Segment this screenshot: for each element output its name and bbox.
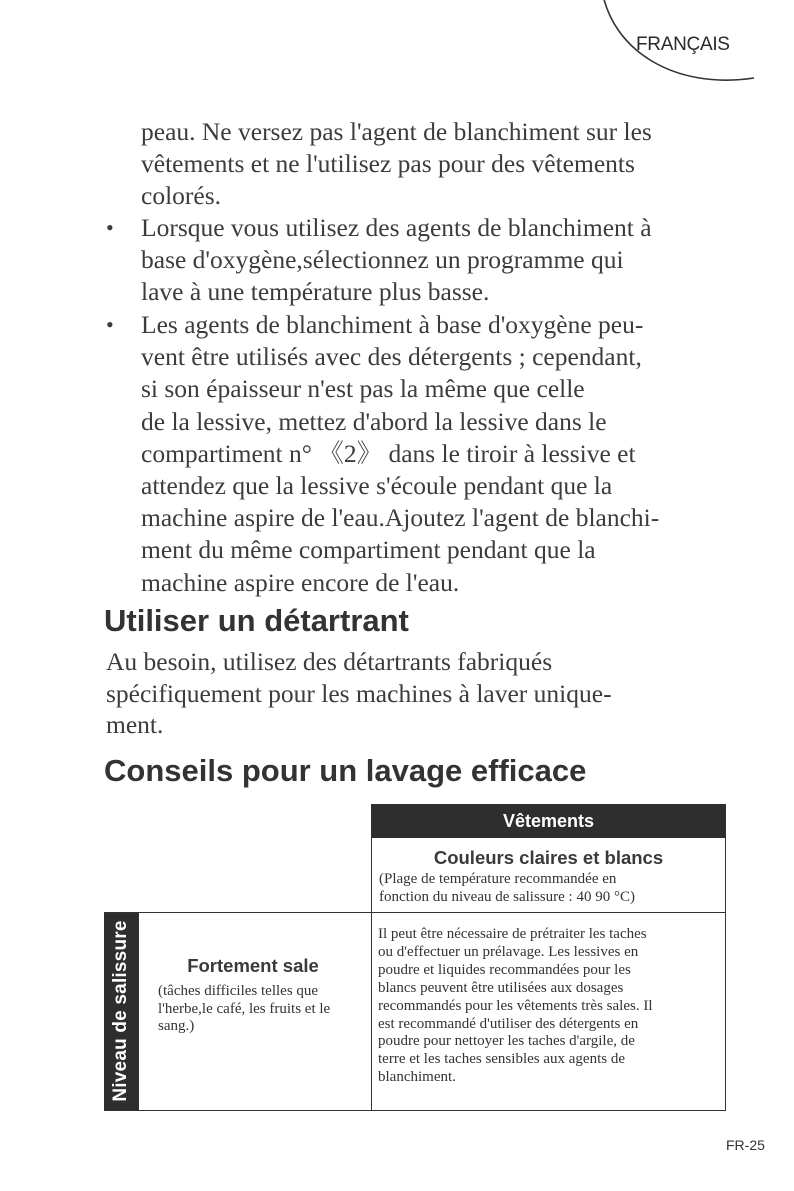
text-line: spécifiquement pour les machines à laver unique- <box>106 678 612 708</box>
text-line: est recommandé d'utiliser des détergents en <box>378 1015 639 1032</box>
text-line: Au besoin, utilisez des détartrants fabriqués <box>106 647 553 676</box>
section-title-descaler: Utiliser un détartrant <box>104 603 409 638</box>
table-column-subheader <box>371 838 726 912</box>
text-line: base d'oxygène,sélectionnez un programme qui <box>141 245 624 275</box>
text-line: blancs peuvent être utilisées aux dosages <box>378 979 624 996</box>
text-line: fonction du niveau de salissure : 40 90 °C) <box>379 888 635 905</box>
table-border-top <box>104 912 726 913</box>
text-line: si son épaisseur n'est pas la même que celle <box>141 374 585 404</box>
text-line: ment du même compartiment pendant que la <box>141 535 596 565</box>
text-line: vêtements et ne l'utilisez pas pour des vêtements <box>141 149 635 179</box>
text-line: colorés. <box>141 181 222 211</box>
subheader-title: Couleurs claires et blancs <box>433 847 664 868</box>
text-line: de la lessive, mettez d'abord la lessive dans le <box>141 406 607 436</box>
table-column-header: Vêtements <box>371 804 726 838</box>
text-line: terre et les taches sensibles aux agents de <box>378 1051 625 1068</box>
text-line: blanchiment. <box>378 1069 456 1086</box>
text-line: compartiment n° 《2》 dans le tiroir à lessive et <box>141 438 636 468</box>
subheader-note <box>379 871 719 906</box>
row-title: Fortement sale <box>187 955 319 976</box>
text-line: peau. Ne versez pas l'agent de blanchiment sur les <box>141 117 652 146</box>
language-label: FRANÇAIS <box>636 34 730 55</box>
page-number: FR-25 <box>726 1137 765 1153</box>
table-cell <box>378 926 718 1087</box>
bullet-marker: • <box>106 215 114 240</box>
text-line: (Plage de température recommandée en <box>379 871 617 887</box>
text-line: recommandés pour les vêtements très sales. Il <box>378 997 653 1014</box>
table-border-right <box>725 913 726 1110</box>
text-line: sang.) <box>158 1018 195 1034</box>
text-line: l'herbe,le café, les fruits et le <box>158 1000 331 1017</box>
section-title-tips: Conseils pour un lavage efficace <box>104 753 587 788</box>
text-line: ou d'effectuer un prélavage. Les lessives en <box>378 943 639 960</box>
bullet-item <box>141 309 721 599</box>
text-line: machine aspire encore de l'eau. <box>141 567 460 597</box>
text-line: Lorsque vous utilisez des agents de blanchiment à <box>141 213 652 242</box>
text-line: vent être utilisés avec des détergents ; cependant, <box>141 342 642 372</box>
text-line: Les agents de blanchiment à base d'oxygène peu- <box>141 310 644 339</box>
intro-continuation <box>141 116 721 213</box>
text-line: poudre pour nettoyer les taches d'argile, de <box>378 1033 635 1050</box>
descaler-paragraph <box>106 646 726 741</box>
bullet-marker: • <box>106 312 114 337</box>
row-group-label: Niveau de salissure <box>110 920 131 1102</box>
text-line: (tâches difficiles telles que <box>158 983 319 999</box>
bullet-item <box>141 212 721 309</box>
text-line: poudre et liquides recommandées pour les <box>378 961 631 978</box>
table-border-bottom <box>104 1110 726 1111</box>
text-line: lave à une température plus basse. <box>141 277 490 307</box>
text-line: Il peut être nécessaire de prétraiter les taches <box>378 926 647 942</box>
text-line: attendez que la lessive s'écoule pendant que la <box>141 471 613 501</box>
row-note <box>158 983 366 1036</box>
text-line: ment. <box>106 710 164 739</box>
table-divider <box>371 913 372 1110</box>
text-line: machine aspire de l'eau.Ajoutez l'agent de blanchi- <box>141 503 660 533</box>
